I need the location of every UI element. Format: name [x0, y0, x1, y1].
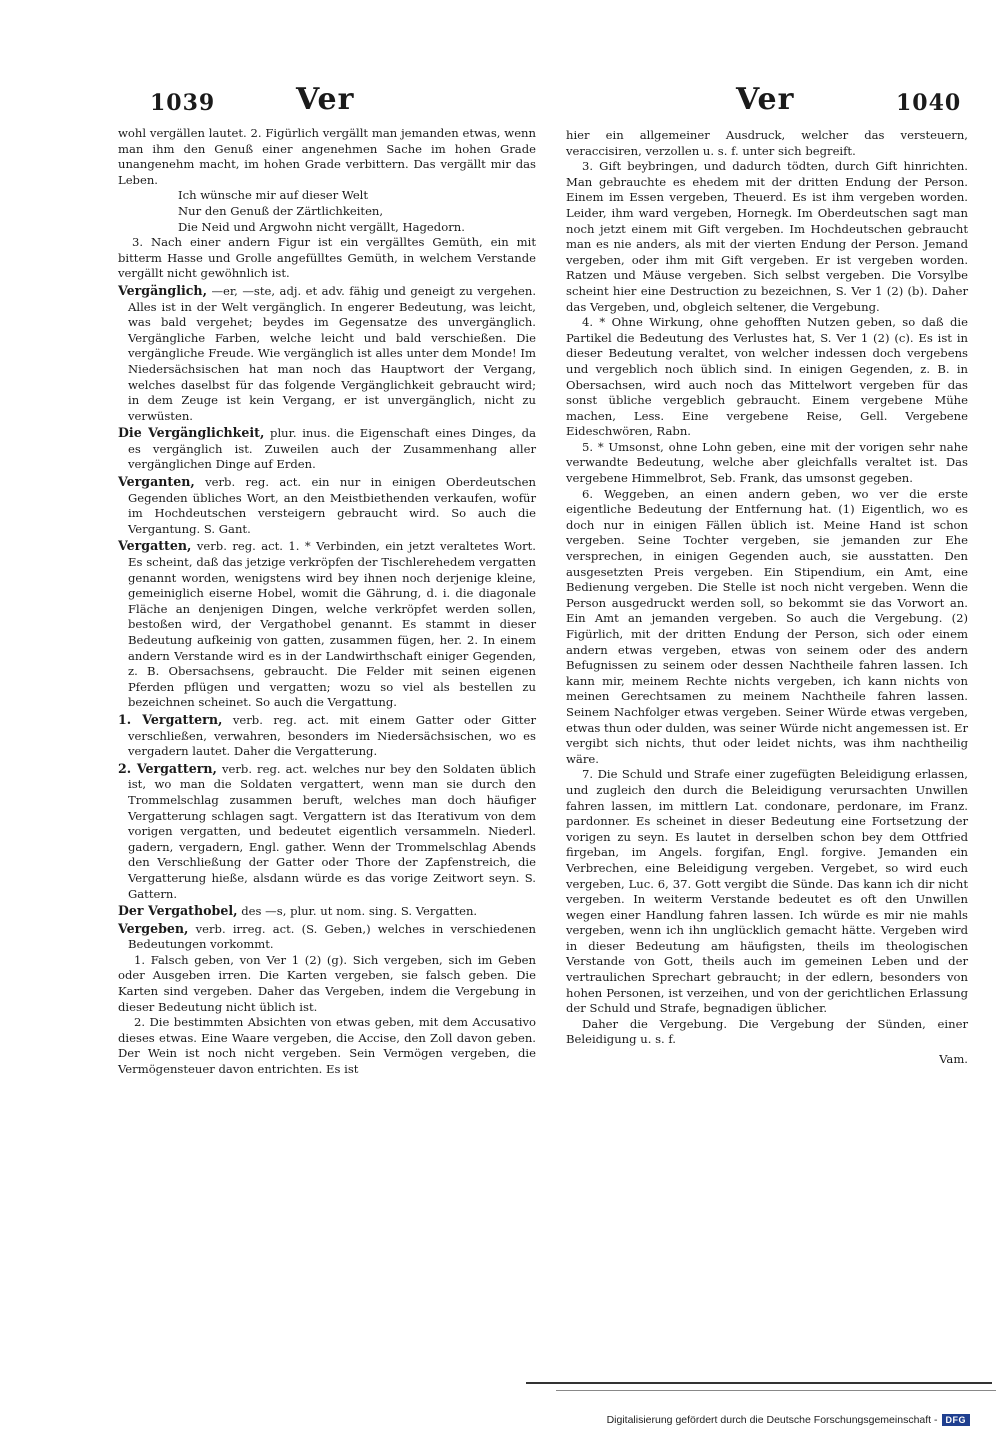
paragraph: Daher die Vergebung. Die Vergebung der Sünden, einer Beleidigung u. s. f.	[566, 1016, 968, 1047]
headword: Vergänglich,	[118, 282, 207, 298]
entry-text: plur. inus. die Eigenschaft eines Dinges, da es vergänglich ist. Zuweilen auch der Zusammenhang aller vergänglichen Dinge auf Erden.	[128, 426, 536, 472]
sense-paragraph: 5. * Umsonst, ohne Lohn geben, eine mit der vorigen sehr nahe verwandte Bedeutung, welche aber gleichfalls veraltet ist. Das vergebene Himmelbrot, Seb. Frank, das umsonst gegeben.	[566, 439, 968, 486]
dictionary-entry	[118, 474, 536, 537]
sense-paragraph: 3. Gift beybringen, und dadurch tödten, durch Gift hinrichten. Man gebrauchte es ehedem mit der dritten Endung der Person. Einem im Essen vergeben, Theuerd. Es ist ihm vergeben worden. Leider, ihm ward vergeben, Hornegk. Im Oberdeutschen sagt man noch jetzt einem mit Gift vergeben. Im Hochdeutschen gebraucht man es nie anders, als mit der vierten Endung der Person. Jemand vergeben, oder ihm mit Gift vergeben. Er ist vergeben worden. Ratzen und Mäuse vergeben. Sich selbst vergeben. Die Vorsylbe scheint hier eine Destruction zu bezeichnen, S. Ver 1 (2) (b). Daher das Vergeben, und, obgleich seltener, die Vergebung.	[566, 159, 968, 314]
entry-text: verb. reg. act. 1. * Verbinden, ein jetzt veraltetes Wort. Es scheint, daß das jetzige verkröpfen der Tischlerehedem vergatten genannt worden, wenigstens wird bey ihnen noch derjenige kleine, gemeiniglich eiserne Hobel, womit die Gährung, d. i. die diagonale Fläche an denjenigen Dingen, welche verkröpfet werden sollen, bestoßen wird, der Vergathobel genannt. Es stammt in dieser Bedeutung aufkeinig von gatten, zusammen fügen, her. 2. In einem andern Verstande wird es in der Landwirthschaft einiger Gegenden, z. B. Obersachsens, gebraucht. Die Felder mit seinen eigenen Pferden pflügen und vergatten; wozu so viel als bestellen zu bezeichnen scheinet. So auch die Vergattung.	[128, 539, 536, 710]
paragraph: wohl vergällen lautet. 2. Figürlich vergällt man jemanden etwas, wenn man ihm den Genuß einer angenehmen Sache im hohen Grade unangenehm macht, im hohen Grade verbittern. Das vergällt mir das Leben.	[118, 126, 536, 187]
dictionary-entry	[118, 921, 536, 953]
entry-text: verb. reg. act. ein nur in einigen Oberdeutschen Gegenden übliches Wort, an den Meistbiethenden verkaufen, wofür im Hochdeutschen versteigern gebraucht wird. So auch die Vergantung. S. Gant.	[128, 475, 536, 536]
verse-line: Die Neid und Argwohn nicht vergällt, Hagedorn.	[178, 219, 465, 234]
entry-text: verb. reg. act. mit einem Gatter oder Gitter verschließen, verwahren, besonders im Niedersächsischen, wo es vergadern lautet. Daher die Vergatterung.	[128, 712, 536, 759]
dictionary-entry	[118, 903, 536, 920]
sense-paragraph: 4. * Ohne Wirkung, ohne gehofften Nutzen geben, so daß die Partikel die Bedeutung des Verlustes hat, S. Ver 1 (2) (c). Es ist in dieser Bedeutung veraltet, von welcher indessen doch vergebens und vergeblich noch üblich sind. In einigen Gegenden, z. B. in Obersachsen, wird auch noch das Mittelwort vergeben für das sonst übliche vergeblich gebraucht. Einem vergebene Mühe machen, Less. Eine vergebene Reise, Gell. Vergebene Eideschwören, Rabn.	[566, 315, 968, 439]
verse-line: Ich wünsche mir auf dieser Welt	[178, 188, 369, 203]
dfg-logo: DFG	[942, 1414, 971, 1426]
paragraph: 3. Nach einer andern Figur ist ein vergälltes Gemüth, ein mit bitterm Hasse und Grolle angefülltes Gemüth, in welchem Verstande vergällt nicht gewöhnlich ist.	[118, 235, 536, 281]
left-running-head: Ver	[296, 82, 355, 117]
headword: Verganten,	[118, 474, 195, 490]
headword: Vergeben,	[118, 920, 189, 936]
entry-text: —er, —ste, adj. et adv. fähig und geneigt zu vergehen. Alles ist in der Welt vergänglich. In engerer Bedeutung, was leicht, was bald vergehet; beydes im Gegensatze des unvergänglich. Vergängliche Farben, welche leicht und bald verschießen. Die vergängliche Freude. Wie vergänglich ist alles unter dem Monde! Im Niedersächsischen hat man noch das Hauptwort der Vergang, welches daselbst für das folgende Vergänglichkeit gebraucht wird; in dem Zeuge ist kein Vergang, er ist unvergänglich, nicht zu verwüsten.	[128, 283, 537, 423]
right-page-number: 1040	[896, 90, 962, 116]
headword: Der Vergathobel,	[118, 903, 238, 919]
catchword: Vam.	[939, 1052, 968, 1067]
entry-text: des —s, plur. ut nom. sing. S. Vergatten.	[241, 904, 478, 919]
dictionary-entry	[118, 425, 536, 473]
dictionary-entry	[118, 761, 536, 902]
sense-paragraph: 7. Die Schuld und Strafe einer zugefügten Beleidigung erlassen, und zugleich den durch die Beleidigung verursachten Unwillen fahren lassen, im mittlern Lat. condonare, perdonare, im Franz. pardonner. Es scheinet in dieser Bedeutung eine Fortsetzung der vorigen zu seyn. Es lautet in derselben schon bey dem Ottfried firgeban, im Angels. forgifan, Engl. forgive. Jemanden ein Verbrechen, eine Beleidigung vergeben. Vergebet, so wird euch vergeben, Luc. 6, 37. Gott vergibt die Sünde. Das kann ich dir nicht vergeben. In weiterm Verstande bedeutet es oft den Unwillen wegen einer Handlung fahren lassen. Ich würde es mir nie mahls vergeben, wenn ich ihn unglücklich gemacht hätte. Vergeben wird in dieser Bedeutung am häufigsten, theils im theologischen Verstande von Gott, theils auch im gemeinen Leben und der vertraulichen Sprechart gebraucht; in der edlern, besonders von hohen Personen, ist verzeihen, und von der gerichtlichen Erlassung der Schuld und Strafe, begnadigen üblicher.	[566, 767, 968, 1016]
right-running-head: Ver	[736, 82, 795, 117]
right-column	[566, 128, 968, 1068]
paragraph: hier ein allgemeiner Ausdruck, welcher das versteuern, veraccisiren, verzollen u. s. f. unter sich begreift.	[566, 128, 968, 158]
headword: 2. Vergattern,	[118, 760, 217, 776]
entry-text: verb. irreg. act. (S. Geben,) welches in verschiedenen Bedeutungen vorkommt.	[128, 921, 536, 952]
headword: Vergatten,	[118, 538, 192, 554]
left-column	[118, 126, 536, 1078]
sense-paragraph: 6. Weggeben, an einen andern geben, wo ver die erste eigentliche Bedeutung der Entfernung hat. (1) Eigentlich, wo es doch nur in einigen Fällen üblich ist. Meine Hand ist schon vergeben. Seine Tochter vergeben, sie jemanden zur Ehe versprechen, in einigen Gegenden auch, sie ausstatten. Den ausgesetzten Preis vergeben. Ein Stipendium, ein Amt, eine Bedienung vergeben. Die Stelle ist noch nicht vergeben. Wenn die Person ausgedruckt werden soll, so bekommt sie das Vorwort an. Ein Amt an jemanden vergeben. So auch die Vergebung. (2) Figürlich, mit der dritten Endung der Person, sich oder einem andern etwas vergeben, etwas von seinem oder des andern Befugnissen zu seinem oder dessen Nachtheile fahren lassen. Ich kann mir, meinem Rechte nichts vergeben, ich kann nichts von meinen Gerechtsamen zu meinem Nachtheile fahren lassen. Seinem Nachfolger etwas vergeben. Seiner Würde etwas vergeben, etwas thun oder dulden, was seiner Würde nicht angemessen ist. Er vergibt sich nichts, thut oder leidet nichts, was ihm nachtheilig wäre.	[566, 486, 968, 766]
digitization-credit	[607, 1414, 970, 1426]
bottom-rule-thin	[556, 1390, 996, 1391]
entry-text: verb. reg. act. welches nur bey den Soldaten üblich ist, wo man die Soldaten vergattert, wenn man sie durch den Trommelschlag zusammen beruft, welches man doch häufiger Vergatterung schlagen sagt. Vergattern ist das Iterativum von dem vorigen vergatten, und bedeutet eigentlich versammeln. Niederl. gadern, vergadern, Engl. gather. Wenn der Trommelschlag Abends den Verschließung der Gatter oder Thore der Zapfenstreich, die Vergatterung hieße, alsdann würde es das vorige Zeitwort seyn. S. Gattern.	[128, 761, 536, 901]
dictionary-entry	[118, 712, 536, 760]
bottom-rule	[526, 1382, 992, 1384]
dictionary-entry	[118, 283, 536, 424]
headword: Die Vergänglichkeit,	[118, 425, 265, 441]
sense-paragraph: 2. Die bestimmten Absichten von etwas geben, mit dem Accusativo dieses etwas. Eine Waare vergeben, die Accise, den Zoll davon geben. Der Wein ist noch nicht vergeben. Sein Vermögen vergeben, die Vermögensteuer davon entrichten. Es ist	[118, 1015, 536, 1077]
headword: 1. Vergattern,	[118, 711, 223, 727]
sense-paragraph: 1. Falsch geben, von Ver 1 (2) (g). Sich vergeben, sich im Geben oder Ausgeben irren. Die Karten vergeben, sie falsch geben. Die Karten sind vergeben. Daher das Vergeben, indem die Vergebung in dieser Bedeutung nicht üblich ist.	[118, 952, 536, 1014]
dictionary-entry	[118, 538, 536, 711]
left-page-number: 1039	[150, 90, 216, 116]
credit-text: Digitalisierung gefördert durch die Deutsche Forschungsgemeinschaft -	[606, 1414, 938, 1426]
verse-line: Nur den Genuß der Zärtlichkeiten,	[178, 203, 384, 218]
